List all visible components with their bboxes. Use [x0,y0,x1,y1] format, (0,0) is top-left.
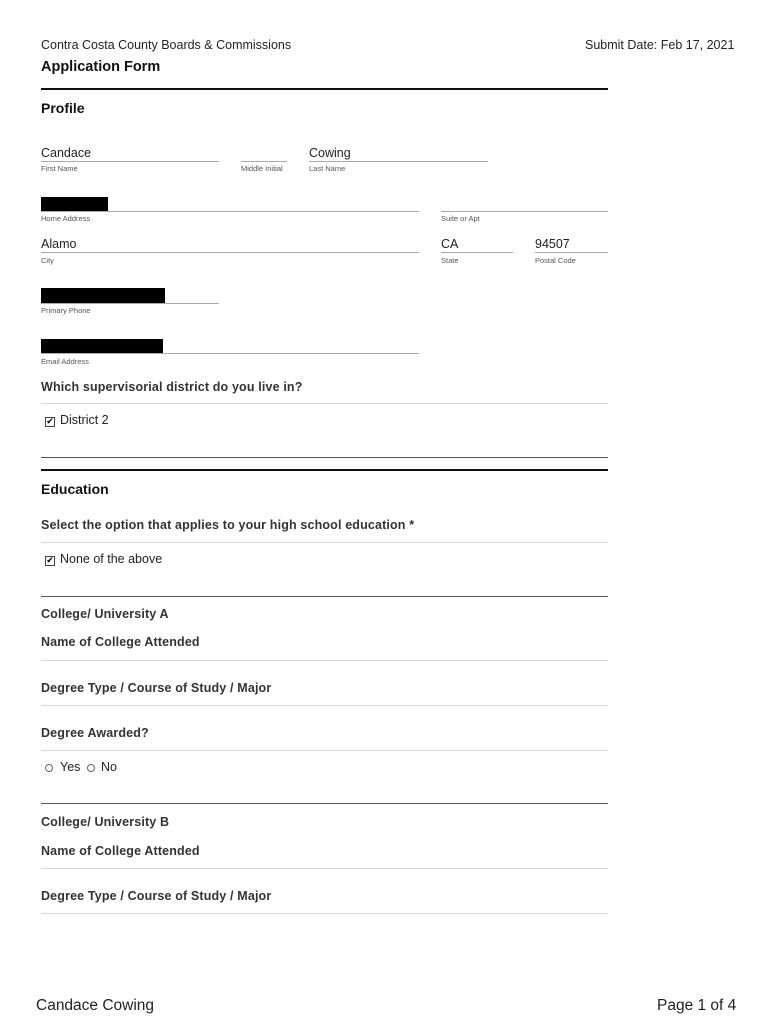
degree-yes-label: Yes [60,760,81,774]
college-a-degree-awarded-label: Degree Awarded? [41,726,149,740]
first-name-value: Candace [41,146,92,160]
city-label: City [41,256,54,265]
email-line [41,353,419,354]
state-line [441,252,513,253]
postal-code-value: 94507 [535,237,570,251]
college-b-title: College/ University B [41,815,170,829]
high-school-question: Select the option that applies to your high school education * [41,518,415,532]
state-value: CA [441,237,459,251]
district-question: Which supervisorial district do you live in? [41,380,303,394]
footer-applicant-name: Candace Cowing [36,997,155,1014]
last-name-line [309,161,488,162]
college-a-name-label: Name of College Attended [41,635,200,649]
district-2-checkbox[interactable]: ✔ [46,417,54,427]
middle-initial-label: Middle Initial [241,164,283,173]
last-name-label: Last Name [309,164,346,173]
last-name-value: Cowing [309,146,351,160]
profile-end-divider [41,457,608,458]
primary-phone-label: Primary Phone [41,306,91,315]
college-a-degree-type-divider [41,705,608,706]
college-a-name-divider [41,660,608,661]
district-2-label: District 2 [60,413,109,427]
college-b-degree-type-label: Degree Type / Course of Study / Major [41,889,272,903]
first-name-label: First Name [41,164,78,173]
education-top-divider [41,469,608,471]
college-a-top-divider [41,596,608,597]
primary-phone-line [41,303,219,304]
high-school-divider [41,542,608,543]
none-of-the-above-label: None of the above [60,552,163,566]
city-line [41,252,419,253]
degree-no-label: No [101,760,117,774]
college-b-degree-type-divider [41,913,608,914]
home-address-label: Home Address [41,214,91,223]
home-address-redaction [41,197,108,211]
postal-code-line [535,252,608,253]
profile-section-title: Profile [41,100,85,116]
primary-phone-redaction [41,288,165,303]
email-label: Email Address [41,357,89,366]
first-name-line [41,161,219,162]
postal-code-label: Postal Code [535,256,576,265]
degree-yes-radio[interactable] [45,764,53,772]
email-redaction [41,339,163,354]
middle-initial-line [241,161,287,162]
organization-name: Contra Costa County Boards & Commissions [41,38,292,52]
college-a-title: College/ University A [41,607,169,621]
header-divider [41,88,608,90]
college-a-degree-awarded-divider [41,750,608,751]
college-b-name-divider [41,868,608,869]
submit-date: Submit Date: Feb 17, 2021 [585,38,735,52]
home-address-line [41,211,419,212]
education-section-title: Education [41,481,109,497]
degree-no-radio[interactable] [87,764,95,772]
suite-line [441,211,608,212]
form-title: Application Form [41,59,161,75]
state-label: State [441,256,459,265]
college-b-name-label: Name of College Attended [41,844,200,858]
college-b-top-divider [41,803,608,804]
college-a-degree-type-label: Degree Type / Course of Study / Major [41,681,272,695]
district-question-divider [41,403,608,404]
city-value: Alamo [41,237,77,251]
page-indicator: Page 1 of 4 [657,997,737,1014]
none-of-the-above-checkbox[interactable]: ✔ [46,556,54,566]
suite-label: Suite or Apt [441,214,480,223]
